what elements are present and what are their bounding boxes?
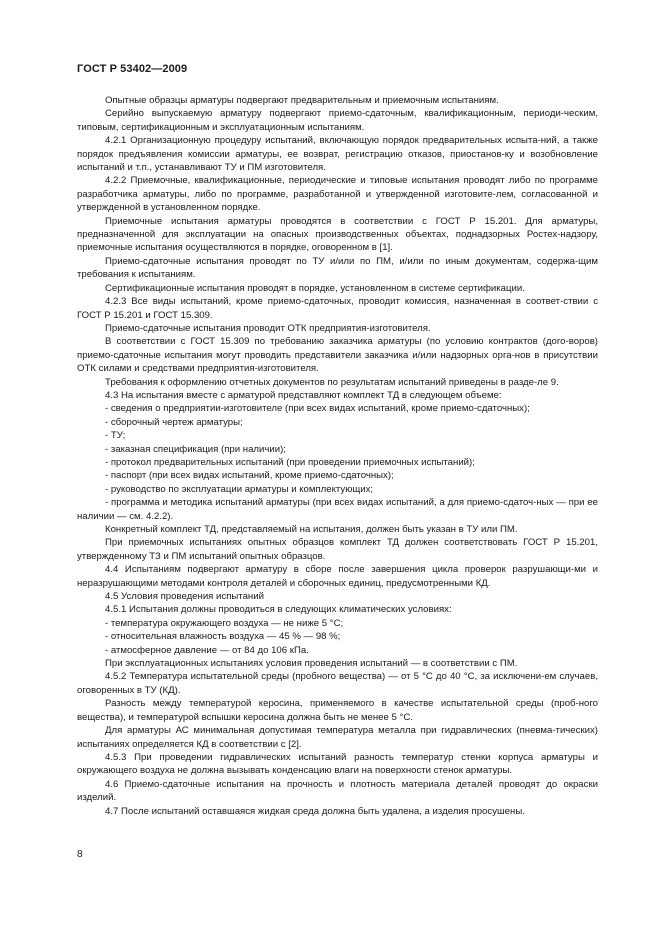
- paragraph: 4.5 Условия проведения испытаний: [105, 591, 264, 603]
- paragraph: 4.3 На испытания вместе с арматурой представляют комплект ТД в следующем объеме:: [105, 389, 502, 401]
- paragraph: Приемочные испытания арматуры проводятся в соответствии с ГОСТ Р 15.201. Для арматуры, предназначенной для эксплуатации на опасных производственных объектах, поднадзорных Ростех-надзору, приемочные испытания осуществляются в порядке, оговоренном в [1].: [77, 215, 598, 254]
- paragraph: - ТУ;: [105, 430, 126, 442]
- paragraph: 4.4 Испытаниям подвергают арматуру в сборе после завершения цикла проверок разрушающи-ми и неразрушающими методами контроля деталей и сборочных единиц, предусмотренными КД.: [77, 564, 598, 589]
- paragraph: 4.2.3 Все виды испытаний, кроме приемо-сдаточных, проводит комиссия, назначенная в соответ-ствии с ГОСТ Р 15.201 и ГОСТ 15.309.: [77, 296, 598, 321]
- paragraph: - сборочный чертеж арматуры;: [105, 416, 243, 428]
- paragraph: - паспорт (при всех видах испытаний, кроме приемо-сдаточных);: [105, 470, 394, 482]
- paragraph: - температура окружающего воздуха — не ниже 5 °С;: [105, 617, 344, 629]
- paragraph: 4.2.1 Организационную процедуру испытаний, включающую порядок предварительных испыта-ний, а также порядок предъявления комиссии арматуры, ее возврат, регистрацию отказов, приостанов-ку и возобновление испытаний и т.п., устанавливают ТУ и ПМ изготовителя.: [77, 135, 598, 174]
- paragraph: Конкретный комплект ТД, представляемый на испытания, должен быть указан в ТУ или ПМ.: [105, 524, 518, 535]
- paragraph: При эксплуатационных испытаниях условия проведения испытаний — в соответствии с ПМ.: [105, 658, 518, 670]
- paragraph: Приемо-сдаточные испытания проводит ОТК предприятия-изготовителя.: [105, 322, 431, 334]
- paragraph: - заказная спецификация (при наличии);: [105, 443, 286, 455]
- document-body: [77, 94, 598, 818]
- paragraph: 4.5.1 Испытания должны проводиться в следующих климатических условиях:: [105, 604, 452, 616]
- paragraph: 4.6 Приемо-сдаточные испытания на прочность и плотность материала деталей проводят до окраски изделий.: [77, 778, 598, 804]
- paragraph: 4.5.2 Температура испытательной среды (пробного вещества) — от 5 °С до 40 °С, за исключени-ем случаев, оговоренных в ТУ (КД).: [77, 671, 598, 696]
- page-number: 8: [77, 849, 83, 860]
- paragraph: 4.7 После испытаний оставшаяся жидкая среда должна быть удалена, а изделия просушены.: [105, 805, 525, 817]
- paragraph: Приемо-сдаточные испытания проводят по ТУ и/или по ПМ, и/или по иным документам, содержа-щим требования к испытаниям.: [77, 255, 598, 281]
- paragraph: Серийно выпускаемую арматуру подвергают приемо-сдаточным, квалификационным, периоди-ческим, типовым, сертификационным и эксплуатационным испытаниям.: [77, 108, 598, 133]
- paragraph: Разность между температурой керосина, применяемого в качестве испытательной среды (проб-ного вещества), и температурой вспышки керосина должна быть не менее 5 °С.: [77, 698, 598, 723]
- document-header: ГОСТ Р 53402—2009: [77, 63, 188, 75]
- paragraph: 4.5.3 При проведении гидравлических испытаний разность температур стенки корпуса арматуры и окружающего воздуха не должна вызывать конденсацию влаги на поверхности стенок арматуры.: [77, 751, 598, 777]
- paragraph: - атмосферное давление — от 84 до 106 кПа.: [105, 644, 309, 656]
- paragraph: - программа и методика испытаний арматуры (при всех видах испытаний, а для приемо-сдаточ-ных — при ее наличии — см. 4.2.2).: [77, 497, 598, 522]
- paragraph: Сертификационные испытания проводят в порядке, установленном в системе сертификации.: [105, 282, 525, 294]
- paragraph: Требования к оформлению отчетных документов по результатам испытаний приведены в разде-ле 9.: [105, 376, 559, 388]
- paragraph: - относительная влажность воздуха — 45 % — 98 %;: [105, 631, 341, 643]
- paragraph: - сведения о предприятии-изготовителе (при всех видах испытаний, кроме приемо-сдаточных);: [105, 403, 530, 415]
- paragraph: Опытные образцы арматуры подвергают предварительным и приемочным испытаниям.: [105, 95, 499, 106]
- paragraph: - руководство по эксплуатации арматуры и комплектующих;: [105, 483, 374, 495]
- paragraph: При приемочных испытаниях опытных образцов комплект ТД должен соответствовать ГОСТ Р 15.201, утвержденному ТЗ и ПМ испытаний опытных образцов.: [77, 537, 598, 562]
- paragraph: 4.2.2 Приемочные, квалификационные, периодические и типовые испытания проводят либо по программе разработчика арматуры, либо по программе, разработанной и утвержденной изготовите-лем, согласованной и утвержденной в установленном порядке.: [77, 175, 598, 214]
- paragraph: Для арматуры АС минимальная допустимая температура металла при гидравлических (пневма-тических) испытаниях определяется КД в соответствии с [2].: [77, 725, 598, 750]
- paragraph: - протокол предварительных испытаний (при проведении приемочных испытаний);: [105, 456, 475, 468]
- paragraph: В соответствии с ГОСТ 15.309 по требованию заказчика арматуры (по условию контрактов (дого-воров) приемо-сдаточные испытания могут проводить представители заказчика и/или надзорных орга-нов в присутствии ОТК силами и средствами предприятия-изготовителя.: [77, 336, 598, 375]
